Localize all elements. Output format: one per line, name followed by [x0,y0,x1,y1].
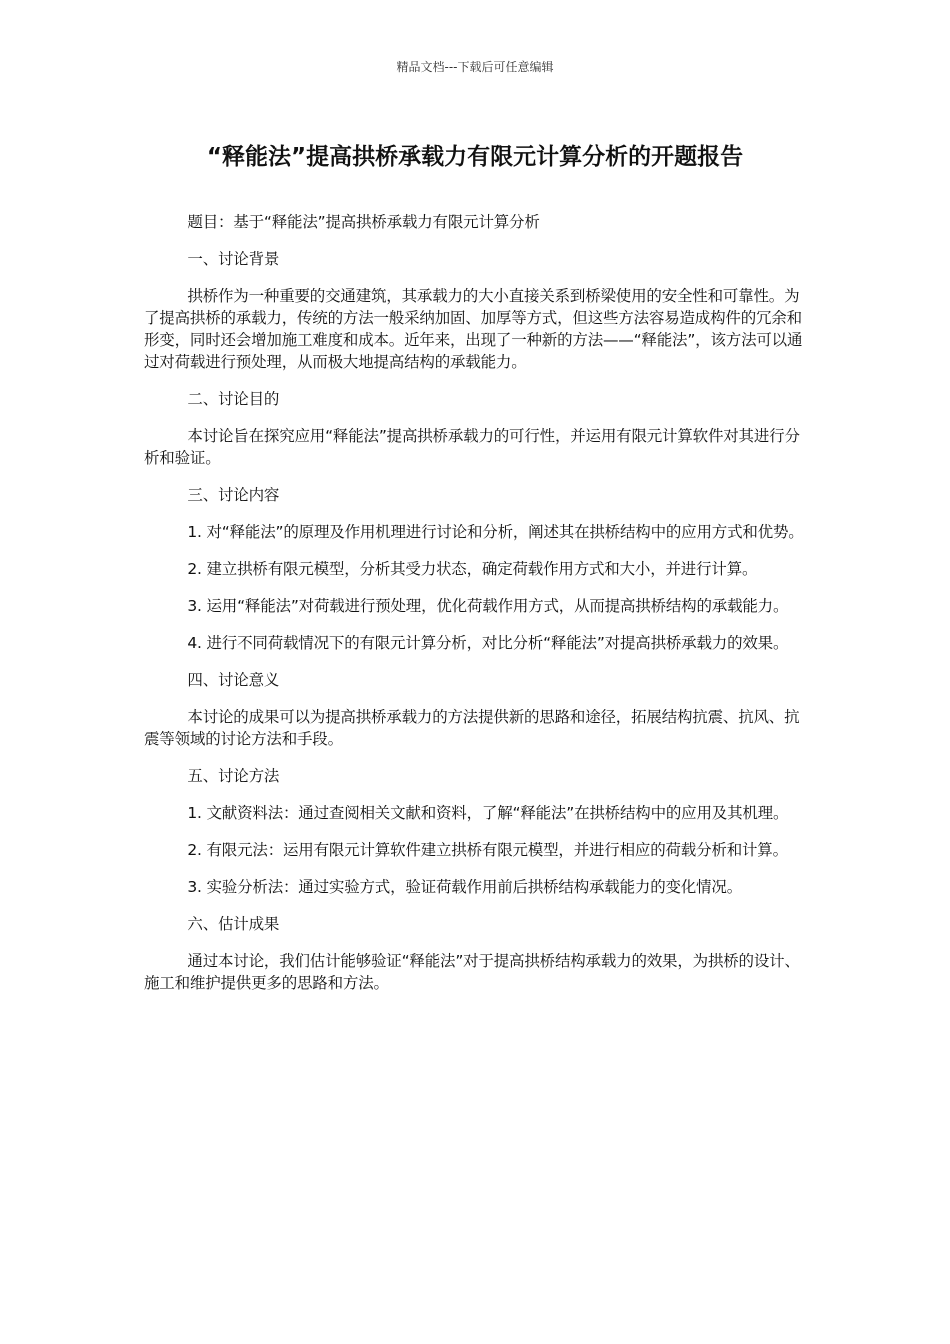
paragraph-topic: 题目：基于“释能法”提高拱桥承载力有限元计算分析 [187,213,540,231]
content-item-2: 2. 建立拱桥有限元模型，分析其受力状态，确定荷载作用方式和大小，并进行计算。 [187,560,758,578]
section-heading-purpose: 二、讨论目的 [187,390,280,408]
section-heading-significance: 四、讨论意义 [187,671,280,689]
document-body [144,211,812,1009]
content-item-1: 1. 对“释能法”的原理及作用机理进行讨论和分析，阐述其在拱桥结构中的应用方式和优势。 [187,523,804,541]
paragraph-background: 拱桥作为一种重要的交通建筑，其承载力的大小直接关系到桥梁使用的安全性和可靠性。为了提高拱桥的承载力，传统的方法一般采纳加固、加厚等方式，但这些方法容易造成构件的冗余和形变，同时还会增加施工难度和成本。近年来，出现了一种新的方法——“释能法”，该方法可以通过对荷载进行预处理，从而极大地提高结构的承载能力。 [144,287,803,371]
method-item-2: 2. 有限元法：运用有限元计算软件建立拱桥有限元模型，并进行相应的荷载分析和计算。 [187,841,788,859]
section-heading-methods: 五、讨论方法 [187,767,280,785]
method-item-1: 1. 文献资料法：通过查阅相关文献和资料，了解“释能法”在拱桥结构中的应用及其机理。 [187,804,789,822]
header-note: 精品文档---下载后可任意编辑 [396,60,554,74]
content-item-3: 3. 运用“释能法”对荷载进行预处理，优化荷载作用方式，从而提高拱桥结构的承载能力。 [187,597,789,615]
paragraph-purpose: 本讨论旨在探究应用“释能法”提高拱桥承载力的可行性，并运用有限元计算软件对其进行分析和验证。 [144,427,800,467]
method-item-3: 3. 实验分析法：通过实验方式，验证荷载作用前后拱桥结构承载能力的变化情况。 [187,878,743,896]
paragraph-significance: 本讨论的成果可以为提高拱桥承载力的方法提供新的思路和途径，拓展结构抗震、抗风、抗震等领域的讨论方法和手段。 [144,708,800,748]
content-item-4: 4. 进行不同荷载情况下的有限元计算分析，对比分析“释能法”对提高拱桥承载力的效果。 [187,634,789,652]
section-heading-background: 一、讨论背景 [187,250,280,268]
document-title: “释能法”提高拱桥承载力有限元计算分析的开题报告 [206,144,744,170]
section-heading-outcomes: 六、估计成果 [187,915,280,933]
paragraph-outcomes: 通过本讨论，我们估计能够验证“释能法”对于提高拱桥结构承载力的效果，为拱桥的设计、施工和维护提供更多的思路和方法。 [144,952,800,992]
section-heading-content: 三、讨论内容 [187,486,280,504]
